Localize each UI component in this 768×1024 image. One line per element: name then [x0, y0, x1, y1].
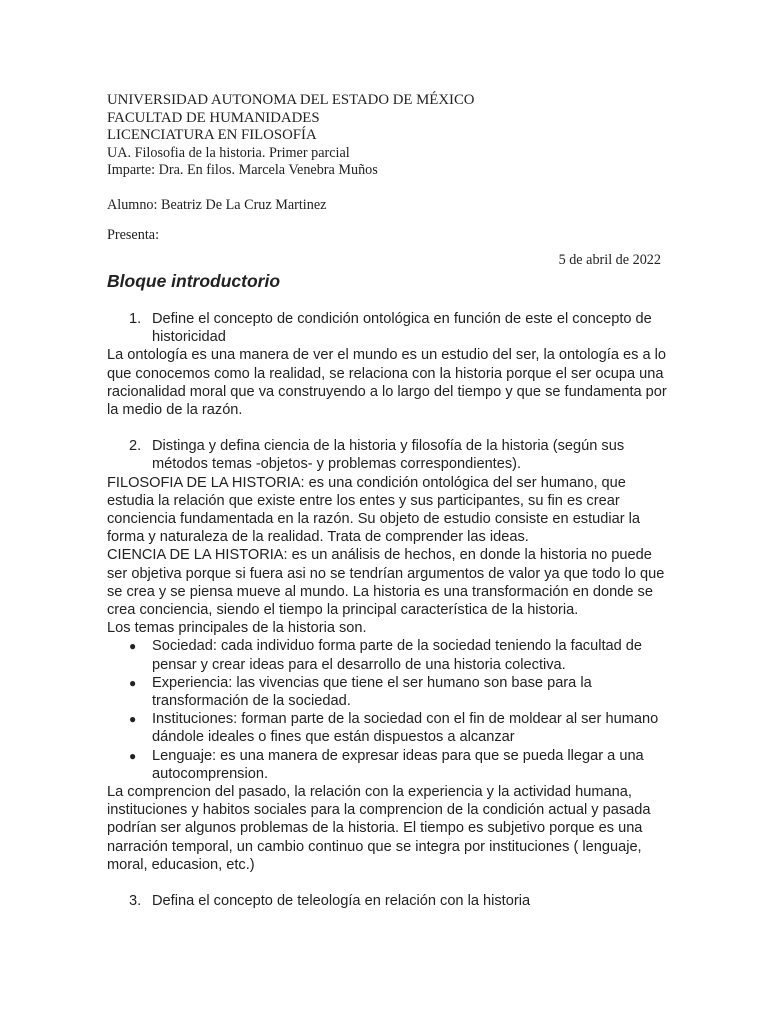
question-1 — [129, 310, 667, 346]
question-2-text: Distinga y defina ciencia de la historia y filosofía de la historia (según sus métodos temas -objetos- y problemas correspondientes). — [152, 438, 625, 473]
list-item — [129, 674, 667, 710]
list-item — [129, 710, 667, 746]
answer-2-ciencia: CIENCIA DE LA HISTORIA: es un análisis de hechos, en donde la historia no puede ser objetiva porque si fuera asi no se tendrían argumentos de valor ya que todo lo que se crea y se piensa mueve al mundo. La historia es una transformación en donde se crea conciencia, siendo el tiempo la principal característica de la historia. — [107, 547, 665, 619]
temas-list — [107, 637, 667, 783]
answer-1: La ontología es una manera de ver el mundo es un estudio del ser, la ontología es a lo que conocemos como la realidad, se relaciona con la historia porque el ser ocupa una racionalidad moral que va construyendo a lo largo del tiempo y que se fundamenta por la medio de la razón. — [107, 347, 667, 419]
document-body — [107, 310, 667, 910]
bullet-icon: ● — [129, 675, 137, 690]
list-item — [129, 637, 667, 673]
course-name: UA. Filosofia de la historia. Primer parcial — [107, 144, 350, 161]
list-item-text: Lenguaje: es una manera de expresar ideas para que se pueda llegar a una autocomprension. — [152, 747, 644, 782]
list-item-text: Experiencia: las vivencias que tiene el ser humano son base para la transformación de la sociedad. — [152, 674, 592, 710]
question-3 — [129, 892, 667, 910]
bullet-icon: ● — [129, 712, 137, 727]
answer-2-temas-intro: Los temas principales de la historia son. — [107, 620, 367, 637]
university-name: UNIVERSIDAD AUTONOMA DEL ESTADO DE MÉXICO — [107, 92, 475, 108]
presenta-label: Presenta: — [107, 227, 160, 243]
teacher-name: Imparte: Dra. En filos. Marcela Venebra Muños — [107, 162, 378, 178]
list-item — [129, 747, 667, 783]
bullet-icon: ● — [129, 639, 137, 654]
document-date: 5 de abril de 2022 — [558, 252, 661, 268]
list-item-text: Sociedad: cada individuo forma parte de la sociedad teniendo la facultad de pensar y crear ideas para el desarrollo de una historia colectiva. — [152, 638, 643, 673]
question-2-number: 2. — [129, 438, 142, 455]
answer-2-conclusion: La comprencion del pasado, la relación con la experiencia y la actividad humana, instituciones y habitos sociales para la comprencion de la condición actual y pasada podrían ser algunos problemas de la historia. El tiempo es subjetivo porque es una narración temporal, un cambio continuo que se integra por instituciones ( lenguaje, moral, educasion, etc.) — [107, 784, 651, 873]
question-3-text: Defina el concepto de teleología en relación con la historia — [152, 893, 531, 910]
degree-name: LICENCIATURA EN FILOSOFÍA — [107, 127, 317, 143]
question-3-number: 3. — [129, 893, 142, 910]
question-1-text: Define el concepto de condición ontológica en función de este el concepto de historicidad — [152, 311, 652, 346]
faculty-name: FACULTAD DE HUMANIDADES — [107, 109, 320, 126]
answer-2-filosofia: FILOSOFIA DE LA HISTORIA: es una condición ontológica del ser humano, que estudia la relación que existe entre los entes y sus participantes, su fin es crear conciencia fundamentada en la razón. Su objeto de estudio consiste en estudiar la forma y naturaleza de la realidad. Trata de comprender las ideas. — [107, 474, 641, 546]
student-name: Alumno: Beatriz De La Cruz Martinez — [107, 196, 327, 213]
question-2 — [129, 437, 667, 473]
question-1-number: 1. — [129, 311, 142, 327]
bullet-icon: ● — [129, 748, 137, 763]
section-title: Bloque introductorio — [107, 271, 281, 291]
list-item-text: Instituciones: forman parte de la sociedad con el fin de moldear al ser humano dándole ideales o fines que están dispuestos a alcanzar — [152, 711, 659, 746]
document-header — [107, 92, 667, 245]
